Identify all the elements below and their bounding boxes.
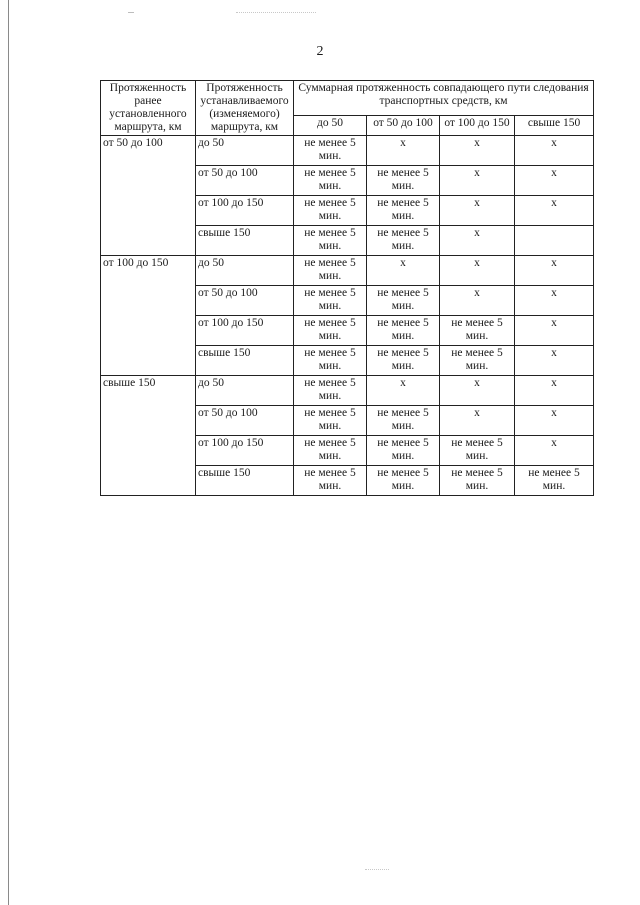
group-label: от 100 до 150 <box>101 256 196 376</box>
subheader-cell: до 50 <box>294 116 367 136</box>
table-cell: не менее 5 мин. <box>515 466 594 496</box>
header-new-route: Протяженность устанавливаемого (изменяемого) маршрута, км <box>196 81 294 136</box>
scan-artifact <box>128 12 134 13</box>
route-length-cell: от 50 до 100 <box>196 166 294 196</box>
table-cell: х <box>440 196 515 226</box>
table-cell <box>515 226 594 256</box>
table-cell: х <box>515 286 594 316</box>
header-row <box>101 81 594 116</box>
table-cell: х <box>440 256 515 286</box>
table-cell: не менее 5 мин. <box>294 286 367 316</box>
table-cell: х <box>515 346 594 376</box>
route-length-cell: свыше 150 <box>196 466 294 496</box>
page-edge-line <box>8 0 9 905</box>
table-cell: х <box>515 196 594 226</box>
table-cell: не менее 5 мин. <box>294 256 367 286</box>
table-cell: не менее 5 мин. <box>367 346 440 376</box>
table-cell: х <box>515 316 594 346</box>
scan-artifact <box>365 869 389 871</box>
table-cell: х <box>515 256 594 286</box>
subheader-cell: свыше 150 <box>515 116 594 136</box>
table-cell: х <box>515 436 594 466</box>
table-cell: не менее 5 мин. <box>294 346 367 376</box>
table-cell: не менее 5 мин. <box>367 286 440 316</box>
route-length-cell: от 100 до 150 <box>196 196 294 226</box>
table-cell: не менее 5 мин. <box>367 166 440 196</box>
table-cell: не менее 5 мин. <box>367 226 440 256</box>
group-label: от 50 до 100 <box>101 136 196 256</box>
table-cell: не менее 5 мин. <box>294 136 367 166</box>
header-previous-route: Протяженность ранее установленного маршрута, км <box>101 81 196 136</box>
table-cell: х <box>367 376 440 406</box>
table-cell: не менее 5 мин. <box>294 166 367 196</box>
table-row <box>101 136 594 166</box>
route-length-cell: от 100 до 150 <box>196 436 294 466</box>
table-cell: х <box>515 136 594 166</box>
table-cell: не менее 5 мин. <box>294 316 367 346</box>
table-cell: не менее 5 мин. <box>294 406 367 436</box>
route-length-cell: от 50 до 100 <box>196 406 294 436</box>
table-cell: не менее 5 мин. <box>294 226 367 256</box>
route-length-cell: до 50 <box>196 376 294 406</box>
table-cell: не менее 5 мин. <box>294 466 367 496</box>
table-cell: х <box>367 256 440 286</box>
table-cell: не менее 5 мин. <box>367 196 440 226</box>
table-cell: х <box>515 376 594 406</box>
table-cell: х <box>515 406 594 436</box>
subheader-cell: от 50 до 100 <box>367 116 440 136</box>
table-cell: не менее 5 мин. <box>367 406 440 436</box>
table-cell: не менее 5 мин. <box>367 316 440 346</box>
group-label: свыше 150 <box>101 376 196 496</box>
route-overlap-table <box>100 80 594 496</box>
table-cell: не менее 5 мин. <box>440 436 515 466</box>
table-cell: х <box>440 376 515 406</box>
table-cell: х <box>440 166 515 196</box>
table-cell: х <box>440 226 515 256</box>
table-cell: не менее 5 мин. <box>440 346 515 376</box>
table-cell: х <box>515 166 594 196</box>
table-cell: не менее 5 мин. <box>440 316 515 346</box>
table-row <box>101 256 594 286</box>
table-cell: х <box>440 406 515 436</box>
route-length-cell: свыше 150 <box>196 226 294 256</box>
table-cell: х <box>440 136 515 166</box>
route-length-cell: от 100 до 150 <box>196 316 294 346</box>
header-total-overlap: Суммарная протяженность совпадающего пути следования транспортных средств, км <box>294 81 594 116</box>
route-length-cell: от 50 до 100 <box>196 286 294 316</box>
subheader-cell: от 100 до 150 <box>440 116 515 136</box>
scan-artifact <box>236 12 316 14</box>
table-row <box>101 376 594 406</box>
page-number: 2 <box>316 44 324 59</box>
table-cell: не менее 5 мин. <box>294 436 367 466</box>
route-length-cell: до 50 <box>196 136 294 166</box>
table-cell: не менее 5 мин. <box>367 436 440 466</box>
table-cell: не менее 5 мин. <box>294 376 367 406</box>
table-cell: не менее 5 мин. <box>294 196 367 226</box>
table-cell: не менее 5 мин. <box>440 466 515 496</box>
table-cell: не менее 5 мин. <box>367 466 440 496</box>
route-length-cell: до 50 <box>196 256 294 286</box>
route-length-cell: свыше 150 <box>196 346 294 376</box>
table-cell: х <box>367 136 440 166</box>
table-cell: х <box>440 286 515 316</box>
